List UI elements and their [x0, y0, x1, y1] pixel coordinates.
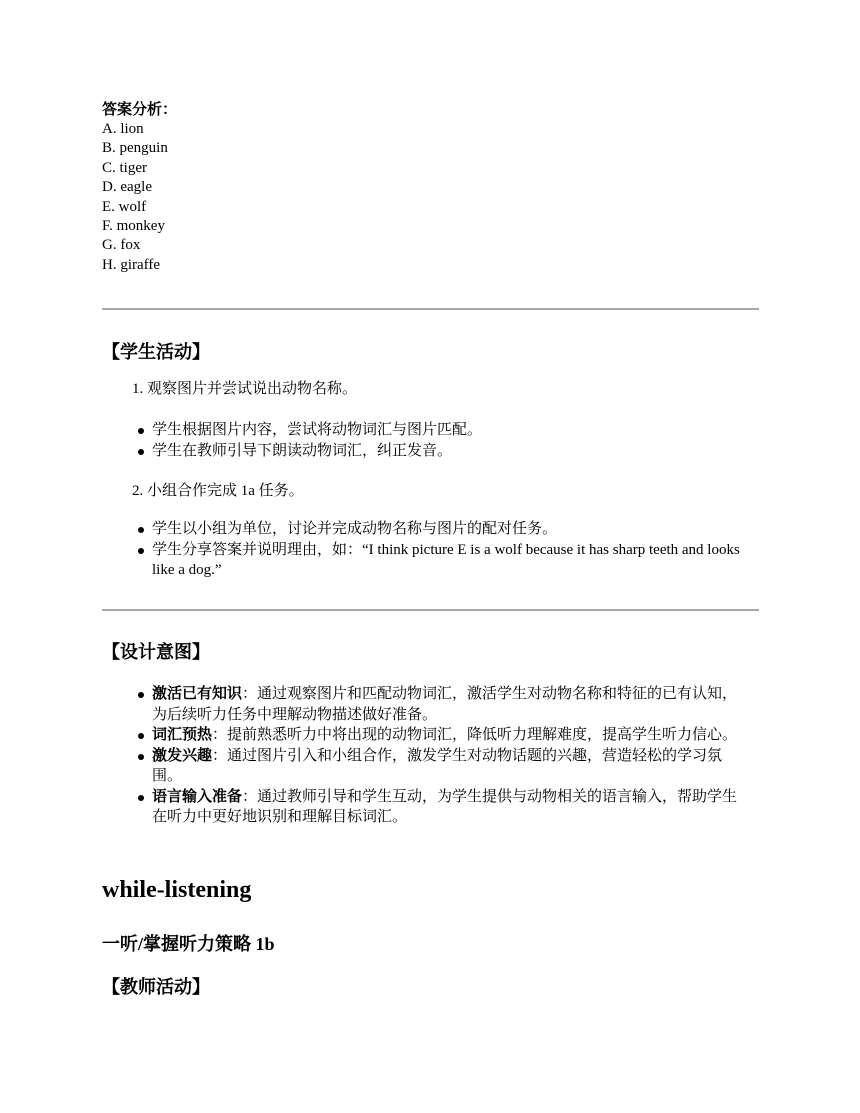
item-text: ：通过教师引导和学生互动，为学生提供与动物相关的语言输入，帮助学生在听力中更好地识别和理解目标词汇。	[152, 788, 738, 825]
student-activity-step-2	[132, 481, 304, 501]
answer-option: A. lion	[102, 121, 144, 137]
design-intent-item	[138, 746, 743, 787]
item-label: 激活已有知识	[152, 686, 243, 702]
answer-option: B. penguin	[102, 140, 168, 157]
design-intent-item	[138, 787, 743, 828]
item-text: ：通过图片引入和小组合作，激发学生对动物话题的兴趣，营造轻松的学习氛围。	[152, 747, 723, 784]
teacher-activity-title: 【教师活动】	[102, 977, 210, 997]
item-label: 词汇预热	[152, 727, 213, 743]
list-item: 学生根据图片内容，尝试将动物词汇与图片匹配。	[138, 420, 743, 441]
student-activity-step-1	[132, 379, 357, 399]
answer-analysis-heading: 答案分析：	[102, 102, 178, 118]
while-listening-heading: while-listening	[102, 877, 252, 903]
answer-option: D. eagle	[102, 179, 152, 196]
design-intent-title: 【设计意图】	[102, 642, 210, 662]
design-intent-item	[138, 684, 743, 725]
answer-option-list	[102, 120, 177, 275]
step-2-text: 2. 小组合作完成 1a 任务。	[132, 483, 304, 499]
list-item: 学生以小组为单位，讨论并完成动物名称与图片的配对任务。	[138, 519, 743, 540]
list-item: 学生分享答案并说明理由，如：“I think picture E is a wolf because it has sharp teeth and looks like a dog.”	[138, 540, 743, 581]
step-1-bullet-list	[138, 420, 743, 461]
section-divider	[102, 609, 759, 611]
item-text: ：提前熟悉听力中将出现的动物词汇，降低听力理解难度，提高学生听力信心。	[212, 727, 738, 743]
answer-option: C. tiger	[102, 159, 147, 176]
student-activity-title: 【学生活动】	[102, 342, 210, 362]
answer-analysis-block	[102, 100, 177, 275]
step-2-bullet-list	[138, 519, 743, 581]
item-label: 激发兴趣	[152, 747, 213, 764]
design-intent-list	[138, 684, 743, 828]
item-label: 语言输入准备	[152, 788, 243, 805]
listening-strategy-subheading: 一听/掌握听力策略 1b	[102, 934, 275, 954]
answer-option: G. fox	[102, 237, 141, 254]
list-item: 学生在教师引导下朗读动物词汇，纠正发音。	[138, 441, 743, 462]
answer-option: H. giraffe	[102, 256, 161, 273]
answer-option: F. monkey	[102, 218, 165, 235]
design-intent-item	[138, 725, 743, 746]
step-1-text: 1. 观察图片并尝试说出动物名称。	[132, 381, 358, 397]
item-text: ：通过观察图片和匹配动物词汇，激活学生对动物名称和特征的已有认知，为后续听力任务中理解动物描述做好准备。	[152, 686, 738, 723]
section-divider	[102, 308, 759, 310]
answer-option: E. wolf	[102, 198, 147, 215]
